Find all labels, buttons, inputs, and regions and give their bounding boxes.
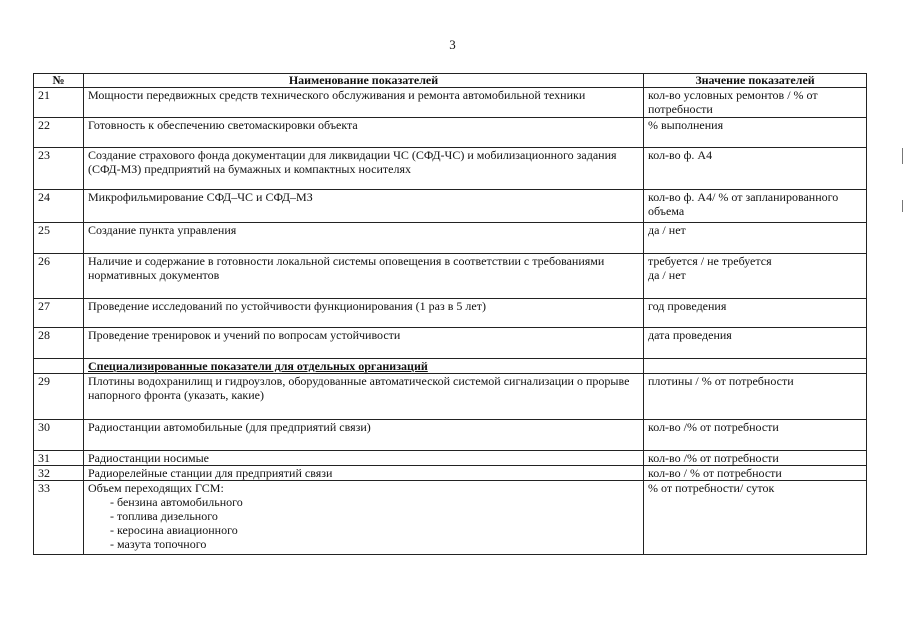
page-number: 3 <box>449 37 456 52</box>
row-value-line: да / нет <box>648 268 686 282</box>
row-value: % от потребности/ суток <box>644 481 867 555</box>
scan-edge-mark <box>902 200 903 212</box>
table-header-row <box>34 74 867 88</box>
row-name: Создание пункта управления <box>84 223 644 254</box>
indicators-table <box>33 73 867 555</box>
row-name-line: Объем переходящих ГСМ: <box>88 481 224 495</box>
row-name: Радиорелейные станции для предприятий связи <box>84 466 644 481</box>
row-value: кол-во /% от потребности <box>644 451 867 466</box>
row-number: 28 <box>34 328 84 359</box>
scan-edge-mark <box>902 148 903 164</box>
table-row <box>34 118 867 148</box>
row-name: Мощности передвижных средств технического обслуживания и ремонта автомобильной техники <box>84 88 644 118</box>
row-name: Микрофильмирование СФД–ЧС и СФД–МЗ <box>84 190 644 223</box>
row-value: кол-во ф. А4 <box>644 148 867 190</box>
row-name: Готовность к обеспечению светомаскировки объекта <box>84 118 644 148</box>
header-value: Значение показателей <box>644 74 867 88</box>
row-value: % выполнения <box>644 118 867 148</box>
row-number: 29 <box>34 374 84 420</box>
fuel-item: - топлива дизельного <box>110 509 218 523</box>
table-row <box>34 148 867 190</box>
row-value: кол-во ф. А4/ % от запланированного объема <box>644 190 867 223</box>
row-value: да / нет <box>644 223 867 254</box>
row-number: 33 <box>34 481 84 555</box>
header-name: Наименование показателей <box>84 74 644 88</box>
table-row <box>34 466 867 481</box>
row-name: Проведение исследований по устойчивости функционирования (1 раз в 5 лет) <box>84 299 644 328</box>
table-row <box>34 328 867 359</box>
row-value: дата проведения <box>644 328 867 359</box>
row-number: 21 <box>34 88 84 118</box>
fuel-item: - керосина авиационного <box>110 523 238 537</box>
row-name: Создание страхового фонда документации для ликвидации ЧС (СФД-ЧС) и мобилизационного задания (СФД-МЗ) предприятий на бумажных и компактных носителях <box>84 148 644 190</box>
row-value: кол-во /% от потребности <box>644 420 867 451</box>
table-row <box>34 190 867 223</box>
table-row <box>34 451 867 466</box>
row-number: 23 <box>34 148 84 190</box>
row-value: плотины / % от потребности <box>644 374 867 420</box>
table-row <box>34 254 867 299</box>
row-number: 25 <box>34 223 84 254</box>
table-row <box>34 223 867 254</box>
row-value <box>644 254 867 299</box>
table-row <box>34 299 867 328</box>
row-number: 31 <box>34 451 84 466</box>
row-value: год проведения <box>644 299 867 328</box>
section-title: Специализированные показатели для отдельных организаций <box>84 359 644 374</box>
row-name: Наличие и содержание в готовности локальной системы оповещения в соответствии с требованиями нормативных документов <box>84 254 644 299</box>
row-number: 27 <box>34 299 84 328</box>
fuel-item: - мазута топочного <box>110 537 207 551</box>
table-row <box>34 88 867 118</box>
row-name: Радиостанции носимые <box>84 451 644 466</box>
section-num-cell <box>34 359 84 374</box>
row-value-line: требуется / не требуется <box>648 254 772 268</box>
row-name: Радиостанции автомобильные (для предприятий связи) <box>84 420 644 451</box>
row-value: кол-во условных ремонтов / % от потребности <box>644 88 867 118</box>
section-value-cell <box>644 359 867 374</box>
table-row <box>34 420 867 451</box>
row-number: 26 <box>34 254 84 299</box>
row-name: Проведение тренировок и учений по вопросам устойчивости <box>84 328 644 359</box>
row-number: 22 <box>34 118 84 148</box>
row-name: Плотины водохранилищ и гидроузлов, оборудованные автоматической системой сигнализации о прорыве напорного фронта (указать, какие) <box>84 374 644 420</box>
section-row <box>34 359 867 374</box>
row-value: кол-во / % от потребности <box>644 466 867 481</box>
row-name <box>84 481 644 555</box>
table-row <box>34 481 867 555</box>
table-row <box>34 374 867 420</box>
row-number: 24 <box>34 190 84 223</box>
row-number: 30 <box>34 420 84 451</box>
fuel-item: - бензина автомобильного <box>110 495 243 509</box>
row-number: 32 <box>34 466 84 481</box>
header-num: № <box>34 74 84 88</box>
